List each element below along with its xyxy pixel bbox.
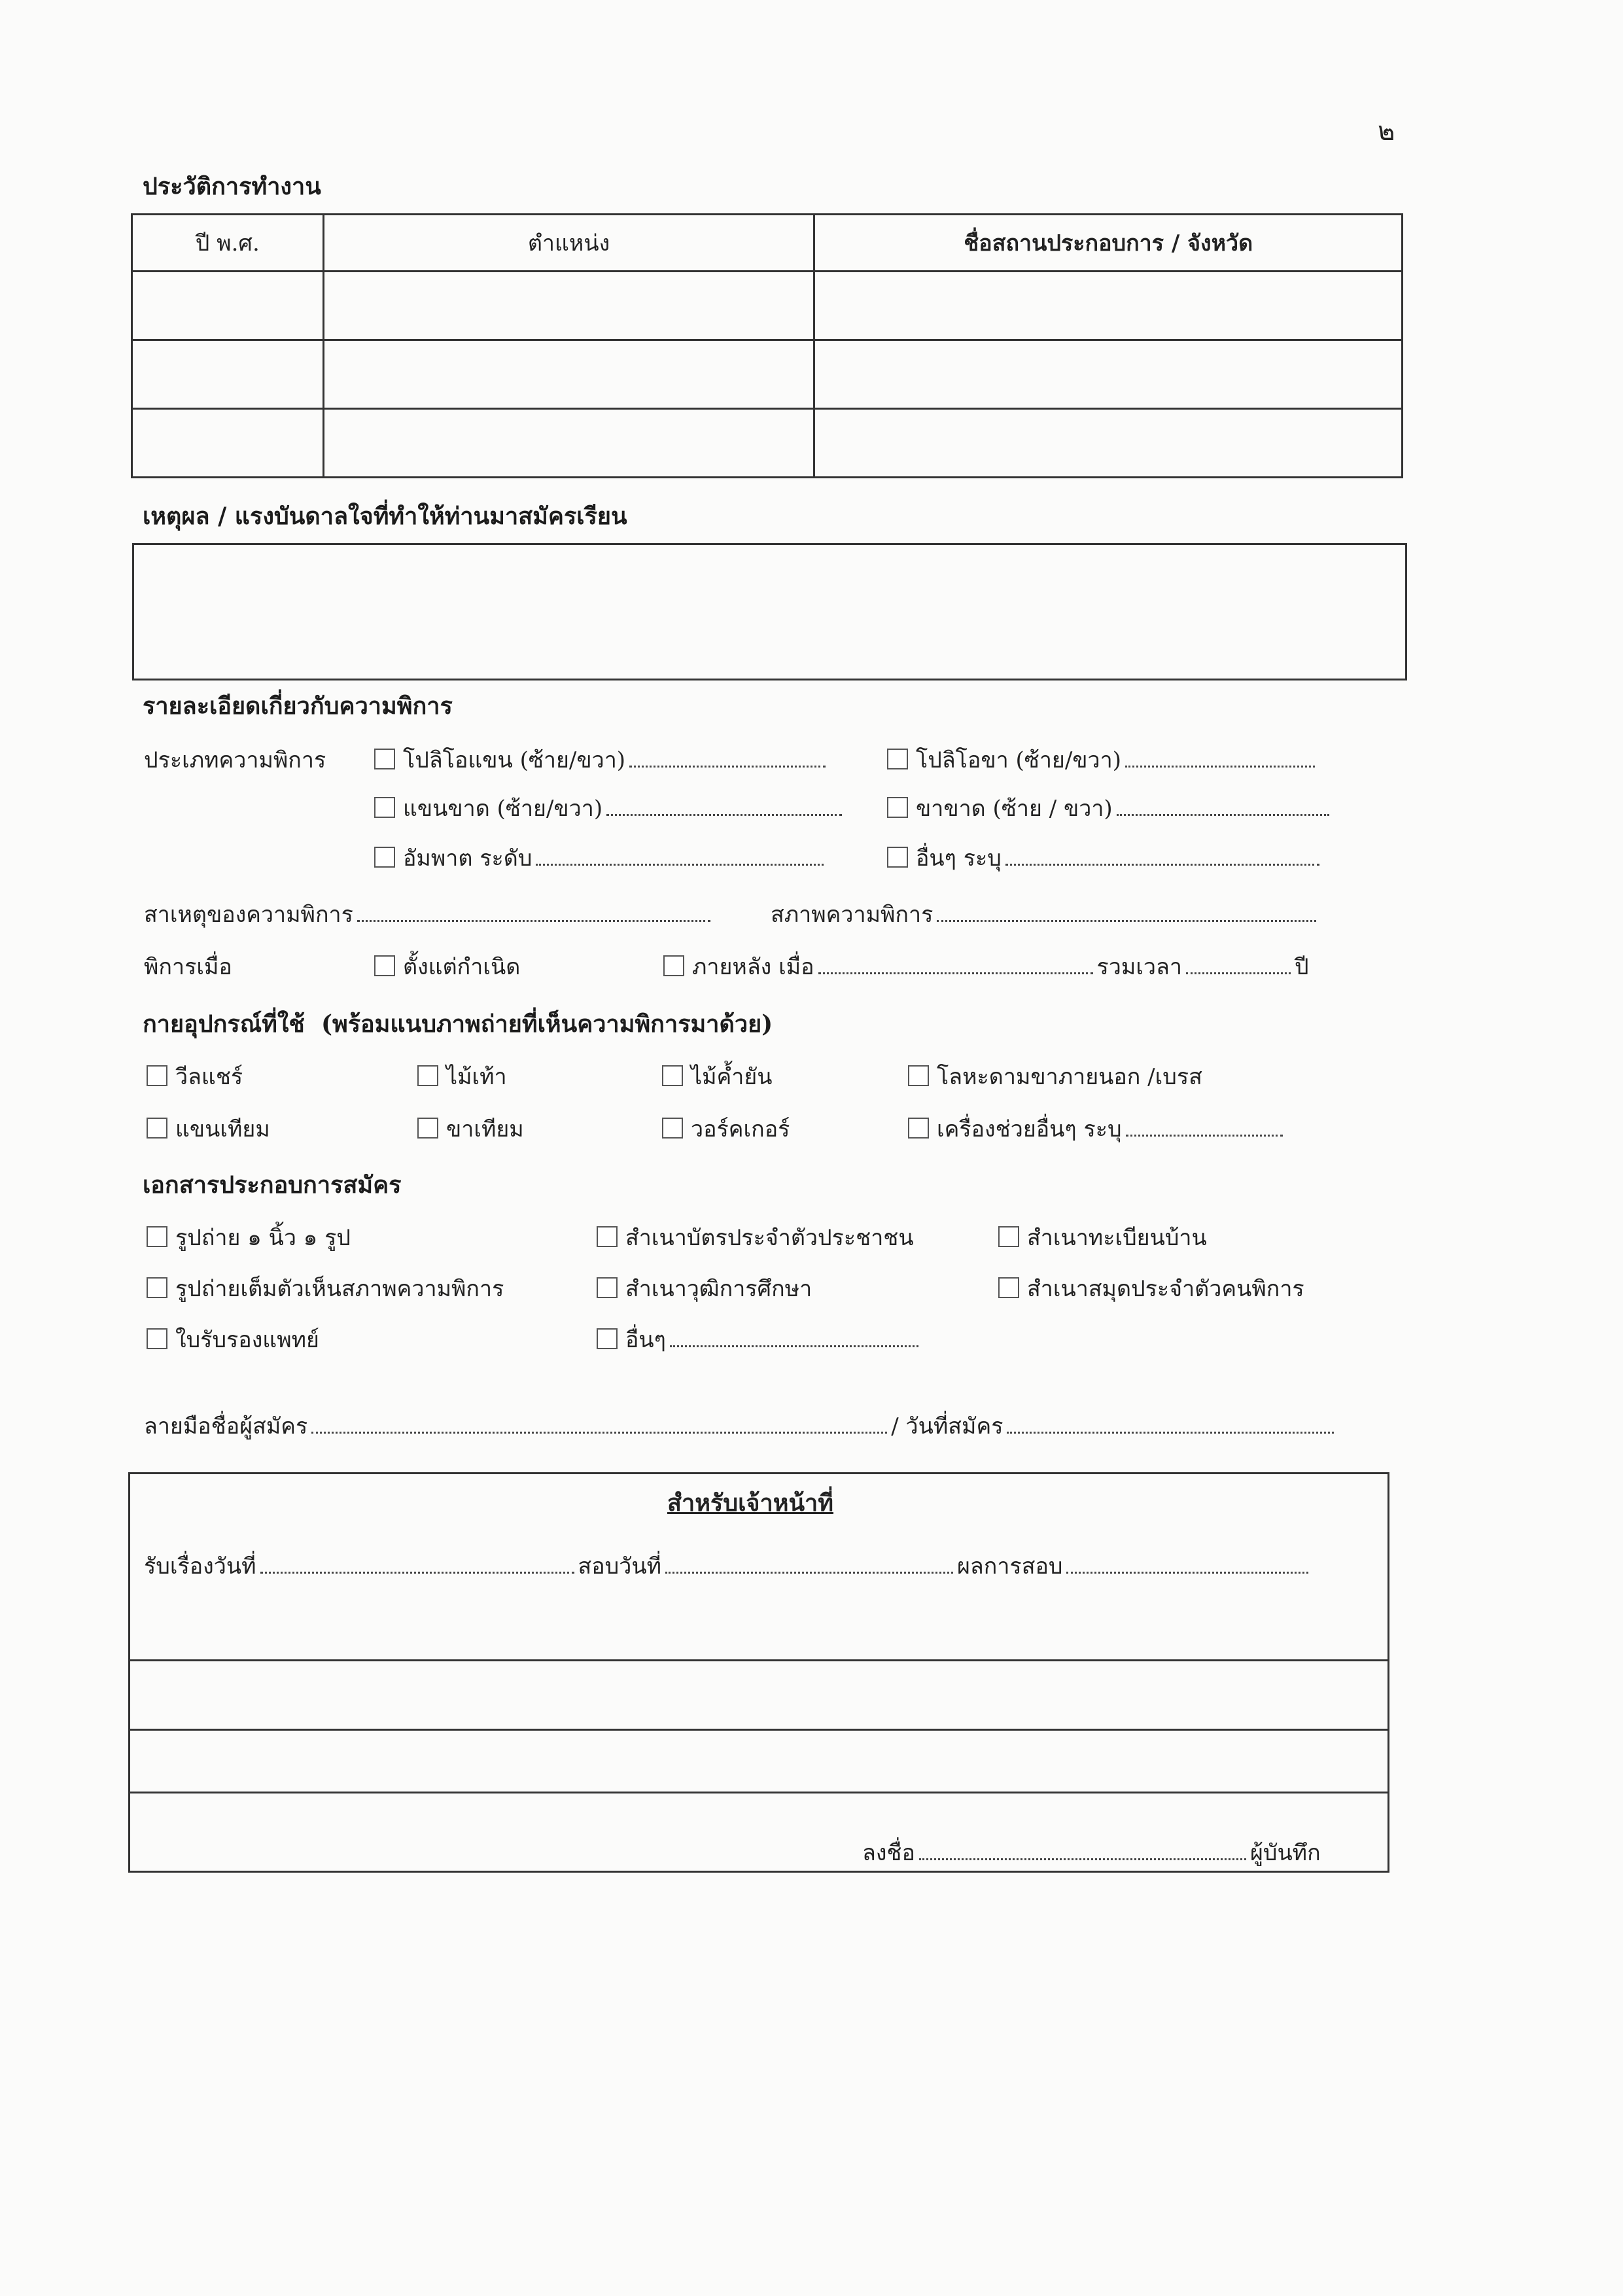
officer-divider	[128, 1659, 1387, 1661]
condition-field[interactable]	[771, 896, 1320, 932]
cause-field[interactable]	[144, 896, 714, 932]
checkbox-crutch[interactable]	[662, 1065, 683, 1086]
table-row	[132, 340, 1403, 409]
checkbox-arm-loss[interactable]	[374, 797, 395, 818]
checkbox-brace[interactable]	[908, 1065, 929, 1086]
checkbox-walker[interactable]	[662, 1118, 683, 1139]
applicant-signature-field[interactable]	[144, 1408, 1338, 1443]
motivation-box[interactable]	[132, 543, 1407, 680]
device-other[interactable]: เครื่องช่วยอื่นๆ ระบุ	[908, 1111, 1287, 1146]
page-number: ๒	[1378, 116, 1395, 147]
device-cane[interactable]: ไม้เท้า	[417, 1059, 507, 1094]
year-cell[interactable]	[132, 409, 324, 478]
checkbox-polio-arm[interactable]	[374, 749, 395, 769]
officer-divider	[128, 1792, 1387, 1793]
checkbox-doc-medical-cert[interactable]	[147, 1328, 167, 1349]
checkbox-later[interactable]	[663, 955, 684, 976]
motivation-title: เหตุผล / แรงบันดาลใจที่ทำให้ท่านมาสมัครเรียน	[143, 503, 627, 530]
checkbox-type-other[interactable]	[887, 847, 908, 868]
sign-label: ลงชื่อ	[862, 1840, 915, 1866]
doc-id-card[interactable]: สำเนาบัตรประจำตัวประชาชน	[597, 1220, 914, 1255]
checkbox-device-other[interactable]	[908, 1118, 929, 1139]
type-polio-arm[interactable]: โปลิโอแขน (ซ้าย/ขวา)	[374, 742, 829, 777]
device-brace[interactable]: โลหะดามขาภายนอก /เบรส	[908, 1059, 1202, 1094]
checkbox-wheelchair[interactable]	[147, 1065, 167, 1086]
officer-sign-field[interactable]	[862, 1835, 1321, 1870]
doc-house-reg[interactable]: สำเนาทะเบียนบ้าน	[998, 1220, 1207, 1255]
checkbox-doc-photo[interactable]	[147, 1226, 167, 1247]
col-workplace: ชื่อสถานประกอบการ / จังหวัด	[814, 215, 1403, 272]
devices-title: กายอุปกรณ์ที่ใช้ (พร้อมแนบภาพถ่ายที่เห็นความพิการมาด้วย)	[143, 1010, 773, 1038]
device-wheelchair[interactable]: วีลแชร์	[147, 1059, 243, 1094]
workplace-cell[interactable]	[814, 409, 1403, 478]
doc-full-photo[interactable]: รูปถ่ายเต็มตัวเห็นสภาพความพิการ	[147, 1271, 504, 1306]
devices-note: (พร้อมแนบภาพถ่ายที่เห็นความพิการมาด้วย)	[321, 1010, 773, 1038]
work-history-table	[131, 213, 1403, 478]
condition-label: สภาพความพิการ	[771, 902, 934, 928]
checkbox-doc-id-card[interactable]	[597, 1226, 618, 1247]
type-polio-leg[interactable]: โปลิโอขา (ซ้าย/ขวา)	[887, 742, 1319, 777]
table-row	[132, 272, 1403, 340]
since-label: พิการเมื่อ	[144, 954, 232, 980]
checkbox-doc-house-reg[interactable]	[998, 1226, 1019, 1247]
doc-other[interactable]: อื่นๆ	[597, 1322, 922, 1357]
checkbox-doc-full-photo[interactable]	[147, 1277, 167, 1298]
exam-date-label: สอบวันที่	[578, 1553, 661, 1580]
doc-photo[interactable]: รูปถ่าย ๑ นิ้ว ๑ รูป	[147, 1220, 351, 1255]
type-other[interactable]: อื่นๆ ระบุ	[887, 840, 1323, 875]
device-walker[interactable]: วอร์คเกอร์	[662, 1111, 790, 1146]
type-arm-loss[interactable]: แขนขาด (ซ้าย/ขวา)	[374, 790, 846, 826]
year-unit-label: ปี	[1294, 954, 1309, 980]
exam-result-label: ผลการสอบ	[957, 1553, 1063, 1580]
type-paralysis[interactable]: อัมพาต ระดับ	[374, 840, 828, 875]
work-history-title: ประวัติการทำงาน	[143, 173, 321, 200]
table-header-row	[132, 215, 1403, 272]
position-cell[interactable]	[323, 272, 814, 340]
officer-received-row[interactable]	[144, 1548, 1312, 1583]
total-time-label: รวมเวลา	[1096, 954, 1182, 980]
position-cell[interactable]	[323, 409, 814, 478]
checkbox-prosthetic-arm[interactable]	[147, 1118, 167, 1139]
position-cell[interactable]	[323, 340, 814, 409]
checkbox-polio-leg[interactable]	[887, 749, 908, 769]
applicant-signature-label: ลายมือชื่อผู้สมัคร	[144, 1413, 308, 1439]
checkbox-leg-loss[interactable]	[887, 797, 908, 818]
recorder-label: ผู้บันทึก	[1249, 1840, 1321, 1866]
checkbox-doc-disability-book[interactable]	[998, 1277, 1019, 1298]
device-crutch[interactable]: ไม้ค้ำยัน	[662, 1059, 773, 1094]
device-prosthetic-arm[interactable]: แขนเทียม	[147, 1111, 270, 1146]
checkbox-cane[interactable]	[417, 1065, 438, 1086]
col-year: ปี พ.ศ.	[132, 215, 324, 272]
cause-label: สาเหตุของความพิการ	[144, 902, 353, 928]
checkbox-prosthetic-leg[interactable]	[417, 1118, 438, 1139]
year-cell[interactable]	[132, 340, 324, 409]
checkbox-doc-education[interactable]	[597, 1277, 618, 1298]
disability-type-label: ประเภทความพิการ	[144, 747, 326, 773]
since-birth-option[interactable]: ตั้งแต่กำเนิด	[374, 949, 520, 984]
officer-title: สำหรับเจ้าหน้าที่	[667, 1489, 834, 1517]
checkbox-since-birth[interactable]	[374, 955, 395, 976]
doc-disability-book[interactable]: สำเนาสมุดประจำตัวคนพิการ	[998, 1271, 1304, 1306]
apply-date-label: / วันที่สมัคร	[891, 1413, 1003, 1439]
officer-box	[128, 1472, 1389, 1873]
documents-title: เอกสารประกอบการสมัคร	[143, 1171, 402, 1199]
col-position: ตำแหน่ง	[323, 215, 814, 272]
doc-education[interactable]: สำเนาวุฒิการศึกษา	[597, 1271, 812, 1306]
table-row	[132, 409, 1403, 478]
checkbox-doc-other[interactable]	[597, 1328, 618, 1349]
checkbox-paralysis[interactable]	[374, 847, 395, 868]
disability-title: รายละเอียดเกี่ยวกับความพิการ	[143, 692, 453, 720]
officer-divider	[128, 1729, 1387, 1731]
type-leg-loss[interactable]: ขาขาด (ซ้าย / ขวา)	[887, 790, 1333, 826]
device-prosthetic-leg[interactable]: ขาเทียม	[417, 1111, 524, 1146]
workplace-cell[interactable]	[814, 340, 1403, 409]
doc-medical-cert[interactable]: ใบรับรองแพทย์	[147, 1322, 319, 1357]
received-date-label: รับเรื่องวันที่	[144, 1553, 256, 1580]
workplace-cell[interactable]	[814, 272, 1403, 340]
later-option[interactable]: ภายหลัง เมื่อ รวมเวลา ปี	[663, 949, 1309, 984]
year-cell[interactable]	[132, 272, 324, 340]
